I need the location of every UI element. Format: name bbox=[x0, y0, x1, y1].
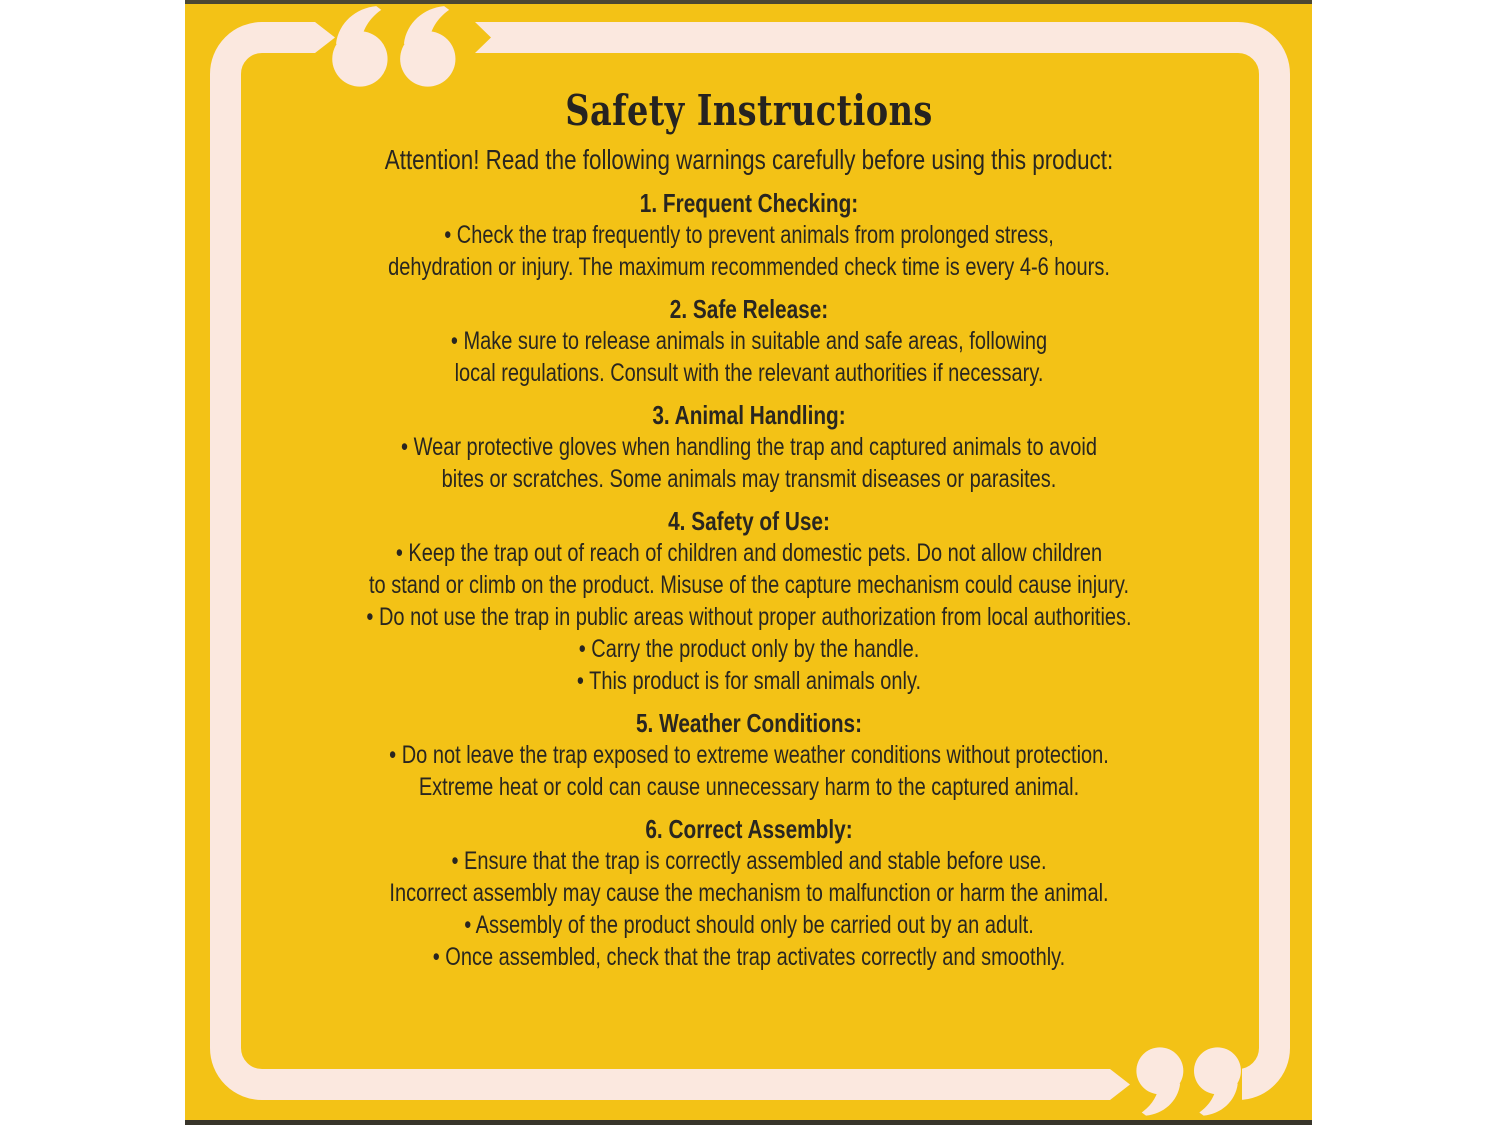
section-line: Incorrect assembly may cause the mechanism to malfunction or harm the animal. bbox=[389, 879, 1109, 907]
section-correct-assembly bbox=[317, 813, 1181, 973]
safety-card bbox=[185, 0, 1312, 1125]
section-line: Extreme heat or cold can cause unnecessary harm to the captured animal. bbox=[418, 773, 1080, 801]
section-safe-release bbox=[317, 293, 1181, 389]
section-heading: 6. Correct Assembly: bbox=[645, 814, 853, 844]
section-line: • Check the trap frequently to prevent animals from prolonged stress, bbox=[444, 221, 1054, 249]
section-line: • Wear protective gloves when handling the trap and captured animals to avoid bbox=[401, 433, 1097, 461]
section-weather-conditions bbox=[317, 707, 1181, 803]
section-line: • Keep the trap out of reach of children and domestic pets. Do not allow children bbox=[395, 539, 1103, 567]
section-heading: 2. Safe Release: bbox=[669, 294, 829, 324]
section-line: • Carry the product only by the handle. bbox=[578, 635, 920, 663]
section-heading: 5. Weather Conditions: bbox=[635, 708, 863, 738]
section-line: • Do not use the trap in public areas without proper authorization from local authorities. bbox=[366, 603, 1132, 631]
section-line: • Ensure that the trap is correctly assembled and stable before use. bbox=[451, 847, 1047, 875]
section-line: dehydration or injury. The maximum recommended check time is every 4-6 hours. bbox=[388, 253, 1110, 281]
section-line: bites or scratches. Some animals may transmit diseases or parasites. bbox=[441, 465, 1057, 493]
section-line: • This product is for small animals only. bbox=[576, 667, 922, 695]
section-safety-of-use bbox=[317, 505, 1181, 697]
close-quotes-icon bbox=[1130, 1046, 1242, 1116]
section-heading: 4. Safety of Use: bbox=[668, 506, 830, 536]
page-title: Safety Instructions bbox=[565, 86, 933, 135]
section-line: • Once assembled, check that the trap activates correctly and smoothly. bbox=[432, 943, 1066, 971]
section-animal-handling bbox=[317, 399, 1181, 495]
section-frequent-checking bbox=[317, 187, 1181, 283]
section-line: • Make sure to release animals in suitable and safe areas, following bbox=[450, 327, 1048, 355]
instructions-content bbox=[317, 86, 1181, 973]
section-heading: 3. Animal Handling: bbox=[652, 400, 846, 430]
section-heading: 1. Frequent Checking: bbox=[639, 188, 859, 218]
bottom-edge-line bbox=[185, 1120, 1312, 1125]
open-quotes-icon bbox=[331, 6, 463, 88]
section-line: • Assembly of the product should only be carried out by an adult. bbox=[464, 911, 1034, 939]
section-line: • Do not leave the trap exposed to extreme weather conditions without protection. bbox=[389, 741, 1109, 769]
subtitle: Attention! Read the following warnings carefully before using this product: bbox=[384, 144, 1114, 175]
top-edge-line bbox=[185, 0, 1312, 4]
section-line: local regulations. Consult with the relevant authorities if necessary. bbox=[454, 359, 1044, 387]
section-line: to stand or climb on the product. Misuse of the capture mechanism could cause injury. bbox=[368, 571, 1129, 599]
